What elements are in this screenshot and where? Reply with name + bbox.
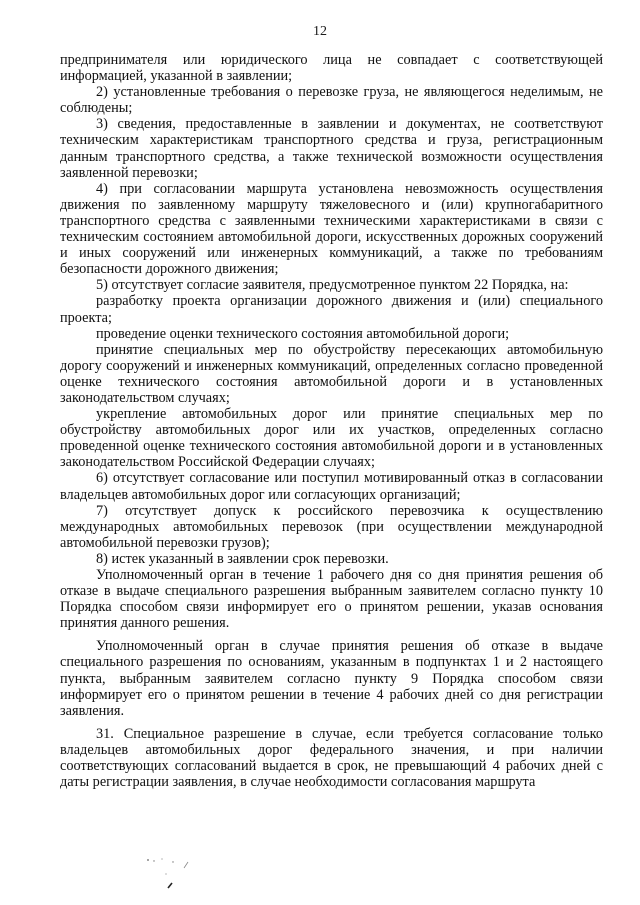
paragraph-notification-1-day: Уполномоченный орган в течение 1 рабочего дня со дня принятия решения об отказе в выдаче специального разрешения выбранным заявителем согласно пункту 10 Порядка способом связи информирует его о принятом решении, указав основания принятия данного решения. bbox=[60, 567, 603, 632]
paragraph-continuation: предпринимателя или юридического лица не совпадает с соответствующей информацией, указанной в заявлении; bbox=[60, 52, 603, 85]
paragraph-item-8: 8) истек указанный в заявлении срок перевозки. bbox=[96, 550, 389, 567]
paragraph-sub-assessment: проведение оценки технического состояния автомобильной дороги; bbox=[96, 325, 510, 342]
paragraph-item-3: 3) сведения, предоставленные в заявлении и документах, не соответствуют техническим характеристикам транспортного средства и груза, регистрационным данным транспортного средства, а также технической возможности осуществления заявленной перевозки; bbox=[60, 116, 603, 181]
paragraph-sub-project: разработку проекта организации дорожного движения и (или) специального проекта; bbox=[60, 293, 603, 326]
paragraph-sub-reinforcement: укрепление автомобильных дорог или принятие специальных мер по обустройству автомобильных дорог или их участков, определенных согласно проведенной оценке технического состояния автомобильной дороги и в установленных законодательством Российской Федерации случаях; bbox=[60, 406, 603, 471]
paragraph-sub-special-measures: принятие специальных мер по обустройству пересекающих автомобильную дорогу сооружений и инженерных коммуникаций, определенных согласно проведенной оценке технического состояния автомобильной дороги и в установленных законодательством случаях; bbox=[60, 341, 603, 406]
paragraph-item-7: 7) отсутствует допуск к российского перевозчика к осуществлению международных автомобильных перевозок (при осуществлении международной автомобильной перевозки грузов); bbox=[60, 502, 603, 551]
document-body bbox=[60, 52, 603, 790]
scan-specks bbox=[140, 848, 220, 898]
paragraph-item-31: 31. Специальное разрешение в случае, если требуется согласование только владельцев автомобильных дорог федерального значения, и при наличии соответствующих согласований выдается в срок, не превышающий 4 рабочих дней с даты регистрации заявления, в случае необходимости согласования маршрута bbox=[60, 725, 603, 791]
paragraph-item-5: 5) отсутствует согласие заявителя, предусмотренное пунктом 22 Порядка, на: bbox=[96, 277, 569, 294]
paragraph-item-6: 6) отсутствует согласование или поступил мотивированный отказ в согласовании владельцев автомобильных дорог или согласующих организаций; bbox=[60, 470, 603, 503]
paragraph-item-2: 2) установленные требования о перевозке груза, не являющегося неделимым, не соблюдены; bbox=[60, 84, 603, 117]
page-number: 12 bbox=[313, 24, 327, 39]
paragraph-item-4: 4) при согласовании маршрута установлена невозможность осуществления движения по заявленному маршруту тяжеловесного и (или) крупногабаритного транспортного средства с заявленными техническими характеристиками в связи с техническим состоянием автомобильной дороги, искусственных дорожных сооружений и иных сооружений или инженерных коммуникаций, а также по требованиям безопасности дорожного движения; bbox=[60, 180, 603, 278]
paragraph-notification-4-days: Уполномоченный орган в случае принятия решения об отказе в выдаче специального разрешения по основаниям, указанным в подпунктах 1 и 2 настоящего пункта, выбранным заявителем согласно пункту 9 Порядка способом связи информирует его о принятом решении в течение 4 рабочих дней со дня регистрации заявления. bbox=[60, 638, 603, 719]
